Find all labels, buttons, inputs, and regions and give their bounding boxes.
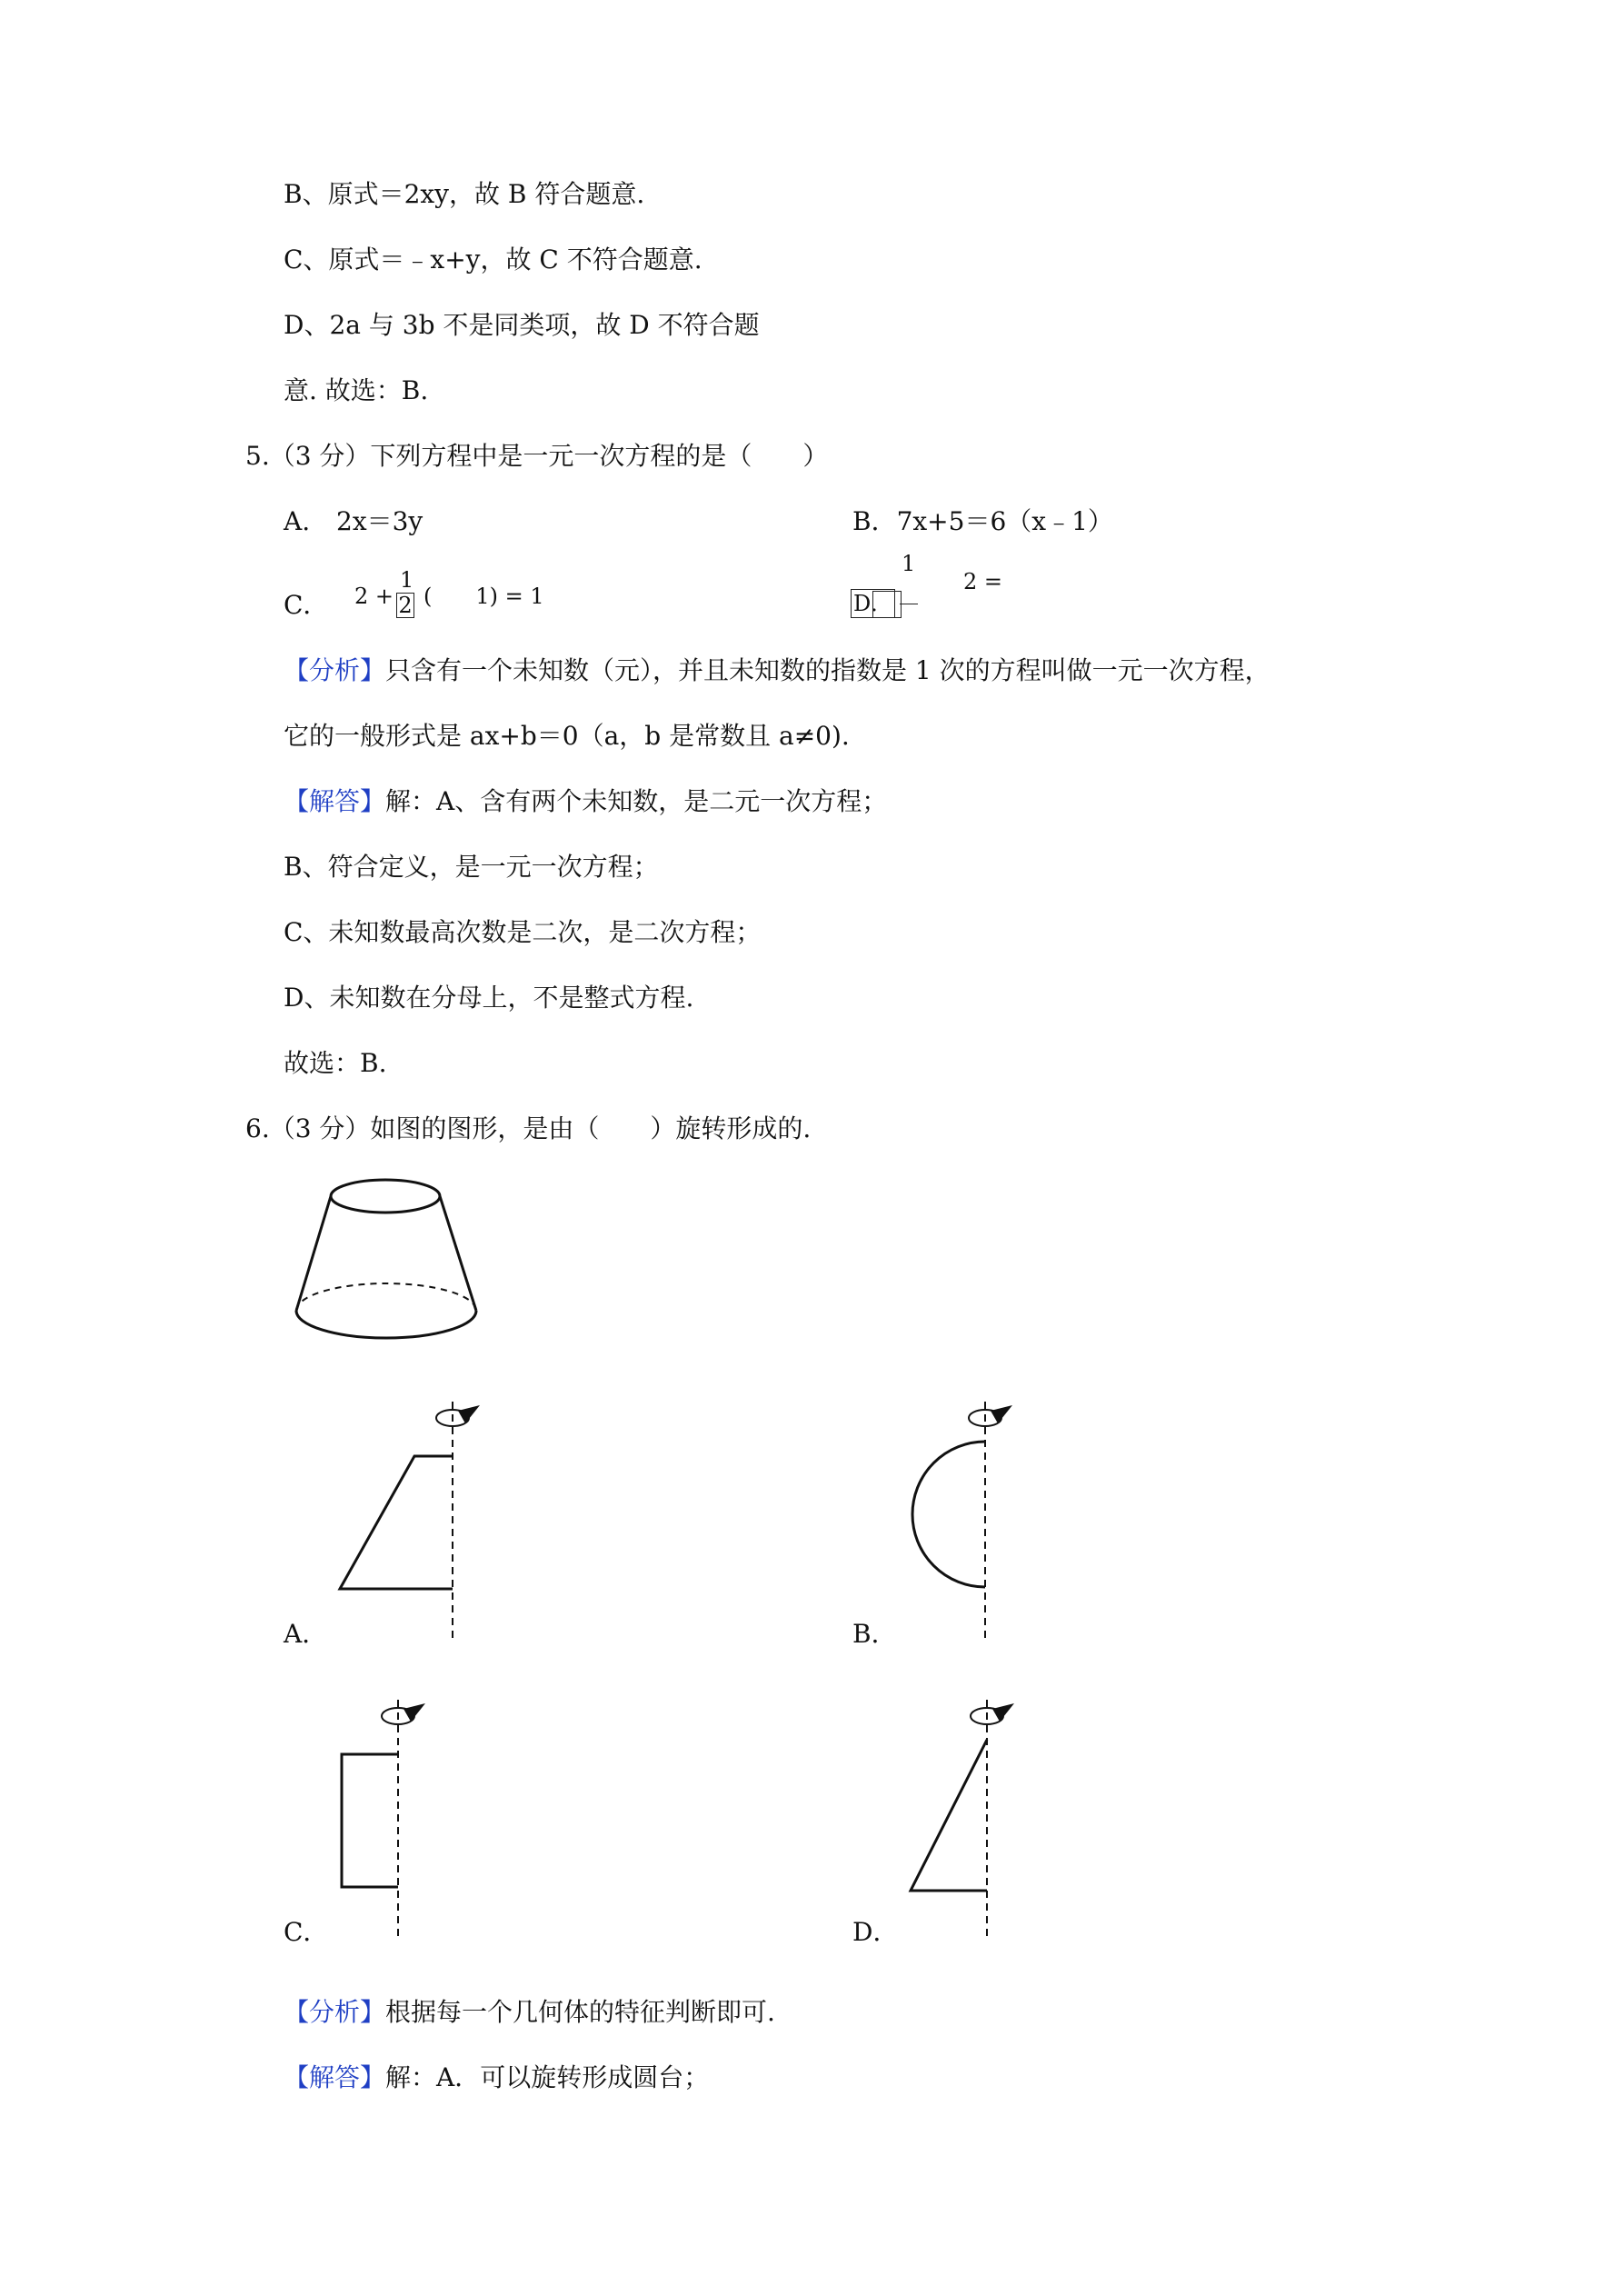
q6-option-c-figure — [327, 1689, 509, 1943]
prev-option-c: C、原式＝﹣x+y，故 C 不符合题意. — [284, 245, 702, 275]
q6-analysis: 根据每一个几何体的特征判断即可. — [385, 1997, 775, 2027]
q5-option-d-label: D． — [851, 589, 895, 618]
q5-answer-line1: 解：A、含有两个未知数，是二元一次方程； — [385, 786, 888, 816]
q5-option-a: 2x＝3y — [336, 506, 423, 536]
q5-analysis-tag: 【分析】 — [284, 655, 386, 685]
q6-answer-tag: 【解答】 — [284, 2062, 386, 2092]
q5-answer-line3: C、未知数最高次数是二次，是二次方程； — [284, 917, 762, 947]
q6-option-a-figure — [327, 1391, 509, 1645]
q6-option-c-label: C． — [284, 1917, 329, 1947]
q5-option-a-label: A. — [284, 506, 311, 536]
q6-analysis-tag: 【分析】 — [284, 1997, 386, 2027]
q5-analysis-line2: 它的一般形式是 ax+b＝0（a，b 是常数且 a≠0). — [284, 721, 850, 751]
q6-option-b-figure — [891, 1391, 1072, 1645]
q5-answer-line5: 故选：B. — [284, 1048, 387, 1078]
q5-option-b: B．7x+5＝6（x﹣1） — [852, 506, 1113, 536]
q6-answer: 解：A．可以旋转形成圆台； — [385, 2062, 710, 2092]
q5-option-d-box — [872, 591, 902, 618]
q5-answer-line2: B、符合定义，是一元一次方程； — [284, 852, 659, 882]
q6-option-d-label: D． — [852, 1917, 899, 1947]
q5-answer-tag: 【解答】 — [284, 786, 386, 816]
q5-option-d-post: 2 = — [963, 569, 1003, 594]
q5-option-c-post: ( 1) = 1 — [423, 584, 544, 609]
q6-option-d-figure — [891, 1689, 1072, 1943]
q5-option-c-label: C． — [284, 590, 329, 620]
q6-option-a-label: A． — [284, 1619, 328, 1649]
q6-stem: 6.（3 分）如图的图形，是由（ ）旋转形成的. — [245, 1113, 812, 1143]
q5-option-c-denominator: 2 — [396, 593, 414, 618]
q5-option-c-pre: 2 + — [354, 584, 394, 609]
q5-option-d-numerator: 1 — [902, 551, 916, 576]
q5-stem: 5.（3 分）下列方程中是一元一次方程的是（ ） — [245, 441, 829, 471]
prev-conclusion: 意. 故选：B. — [284, 375, 429, 405]
q5-analysis-line1: 只含有一个未知数（元），并且未知数的指数是 1 次的方程叫做一元一次方程， — [385, 655, 1270, 685]
prev-option-b: B、原式＝2xy，故 B 符合题意. — [284, 179, 645, 209]
q6-option-b-label: B． — [852, 1619, 897, 1649]
frustum-figure — [273, 1173, 509, 1382]
prev-option-d: D、2a 与 3b 不是同类项，故 D 不符合题 — [284, 310, 760, 340]
q5-answer-line4: D、未知数在分母上，不是整式方程. — [284, 983, 694, 1013]
q5-option-c-numerator: 1 — [400, 567, 414, 593]
